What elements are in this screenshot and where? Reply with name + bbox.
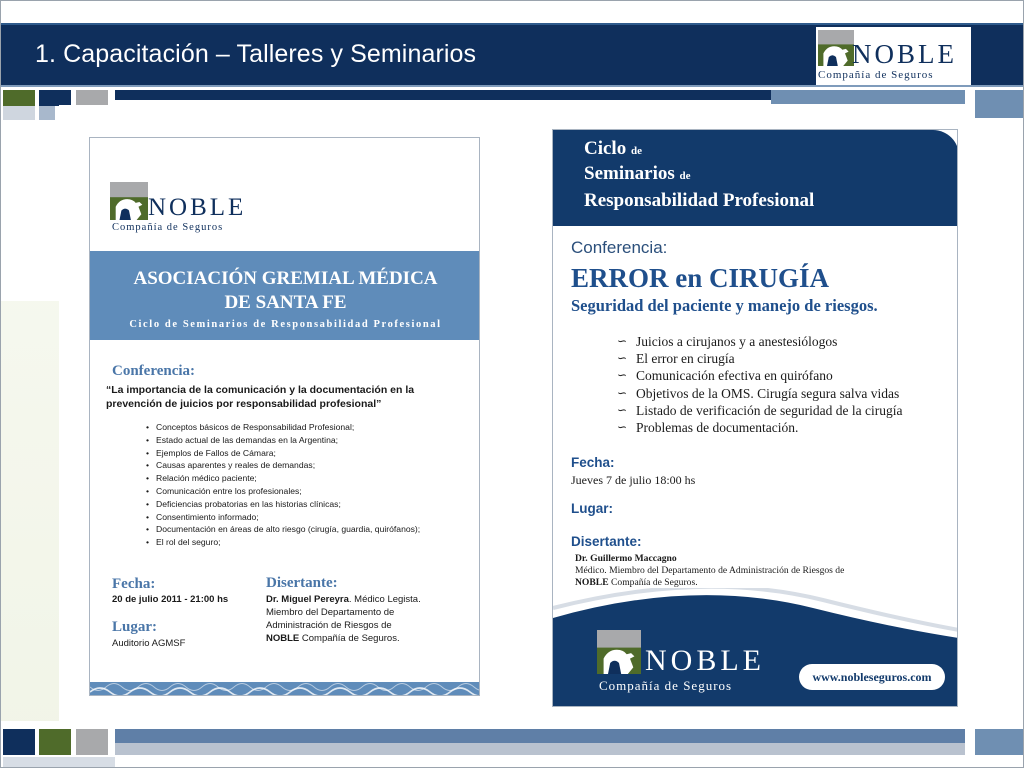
flyer-left-speaker-line3: Administración de Riesgos de: [266, 620, 392, 631]
flyer-left-place-value: Auditorio AGMSF: [112, 638, 186, 649]
flyer-right-header-line3: Responsabilidad Profesional: [584, 190, 815, 211]
noble-logo-mark-icon: [110, 182, 148, 220]
list-item: ∽ Comunicación efectiva en quirófano: [617, 367, 957, 384]
flyer-right-header: [553, 130, 958, 226]
flyer-right-subtitle: Seguridad del paciente y manejo de riesgos.: [571, 296, 878, 315]
deco-square-olive: [3, 90, 35, 106]
website-link[interactable]: www.nobleseguros.com: [799, 664, 945, 690]
deco-block-steel: [975, 90, 1024, 118]
flyer-right-topic-list: [617, 333, 957, 436]
flyer-left-date-label: Fecha:: [112, 576, 156, 592]
flyer-left-speaker-line4: [266, 633, 400, 646]
noble-logo-mark-icon: [597, 630, 641, 674]
list-item: • Deficiencias probatorias en las historias clínicas;: [146, 498, 466, 511]
flyer-left-date-value: 20 de julio 2011 - 21:00 hs: [112, 594, 229, 605]
flyer-left-speaker-org: NOBLE: [266, 633, 300, 644]
list-item: • Causas aparentes y reales de demandas;: [146, 459, 466, 472]
deco-square-light: [3, 106, 35, 120]
flyer-left-speaker-label: Disertante:: [266, 575, 338, 591]
flyer-right-header-small1: de: [630, 145, 642, 157]
flyer-left-heading: [90, 267, 480, 315]
flyer-right-speaker-org-rest: Compañía de Seguros.: [608, 577, 698, 588]
flyer-right-header-word1: Ciclo: [584, 138, 627, 159]
list-item: • Ejemplos de Fallos de Cámara;: [146, 447, 466, 460]
logo-subtitle: Compañía de Seguros: [818, 69, 934, 81]
flyer-left-speaker-line2: Miembro del Departamento de: [266, 607, 395, 618]
slide-title: 1. Capacitación – Talleres y Seminarios: [35, 40, 477, 68]
flyer-left-speaker-role: . Médico Legista.: [348, 594, 421, 605]
flyer-left-logo: [110, 182, 270, 238]
logo-subtitle: Compañía de Seguros: [599, 678, 733, 693]
flyer-left-footer-pattern: [90, 682, 480, 696]
flyer-left-conference-label: Conferencia:: [112, 363, 196, 379]
flyer-left-place-label: Lugar:: [112, 619, 157, 635]
logo-brand-text: NOBLE: [852, 39, 957, 69]
flyer-right-date-label: Fecha:: [571, 455, 615, 470]
flyer-right-place-label: Lugar:: [571, 501, 613, 516]
flyer-right-header-word2: Seminarios: [584, 163, 675, 184]
deco-square-light2: [39, 106, 55, 120]
footer-rule-light: [115, 743, 965, 755]
deco-square-navy: [39, 90, 71, 106]
list-item: ∽ Juicios a cirujanos y a anestesiólogos: [617, 333, 957, 350]
flyer-right-speaker-org: NOBLE: [575, 577, 609, 588]
footer-rule-steel: [115, 729, 965, 743]
noble-logo: [816, 27, 971, 85]
logo-brand-text: NOBLE: [645, 644, 765, 677]
list-item: • Estado actual de las demandas en la Argentina;: [146, 434, 466, 447]
flyer-right-speaker-name: Dr. Guillermo Maccagno: [575, 553, 677, 564]
flyer-right-header-line1: [584, 138, 642, 160]
flyer-error-cirugia[interactable]: [552, 129, 958, 707]
flyer-left-topic-list: [146, 421, 466, 549]
flyer-left-speaker-name: Dr. Miguel Pereyra: [266, 594, 349, 605]
logo-subtitle: Compañía de Seguros: [112, 222, 224, 233]
footer-strip: [3, 757, 115, 767]
flyer-left-speaker-org-rest: Compañía de Seguros.: [299, 633, 400, 644]
logo-brand-text: NOBLE: [148, 194, 247, 221]
flyer-right-header-line2: [584, 163, 691, 185]
flyer-right-date-value: Jueves 7 de julio 18:00 hs: [571, 473, 696, 487]
noble-logo-mark-icon: [818, 30, 854, 66]
flyer-left-speaker-line1: [266, 594, 466, 607]
footer-square-navy: [3, 729, 35, 755]
list-item: • Comunicación entre los profesionales;: [146, 485, 466, 498]
list-item: • Consentimiento informado;: [146, 511, 466, 524]
footer-square-olive: [39, 729, 71, 755]
list-item: ∽ Objetivos de la OMS. Cirugía segura salva vidas: [617, 385, 957, 402]
flyer-right-speaker-label: Disertante:: [571, 534, 642, 549]
flyer-agmsf[interactable]: [89, 137, 480, 696]
list-item: • Conceptos básicos de Responsabilidad Profesional;: [146, 421, 466, 434]
slide-header: [1, 23, 1024, 87]
flyer-left-band-subtitle: Ciclo de Seminarios de Responsabilidad Profesional: [129, 319, 442, 330]
footer-block-steel: [975, 729, 1024, 755]
flyer-right-conference-label: Conferencia:: [571, 238, 668, 257]
list-item: • Relación médico paciente;: [146, 472, 466, 485]
flyer-left-conference-title: “La importancia de la comunicación y la documentación en la prevención de juicios por responsabilidad profesional”: [106, 384, 415, 410]
deco-rule-steel: [771, 90, 965, 104]
flyer-right-logo: [597, 630, 777, 696]
list-item: • El rol del seguro;: [146, 536, 466, 549]
flyer-left-band: [90, 251, 480, 340]
list-item: • Documentación en áreas de alto riesgo (cirugía, guardia, quirófanos);: [146, 523, 466, 536]
flyer-right-header-small2: de: [679, 170, 691, 182]
flyer-right-title: ERROR en CIRUGÍA: [571, 263, 830, 293]
flyer-right-speaker-line2: Médico. Miembro del Departamento de Administración de Riesgos de: [575, 565, 845, 576]
footer-square-gray: [76, 729, 108, 755]
flyer-left-heading-line2: DE SANTA FE: [224, 292, 347, 313]
list-item: ∽ Listado de verificación de seguridad de la cirugía: [617, 402, 957, 419]
deco-square-gray: [76, 90, 108, 106]
list-item: ∽ El error en cirugía: [617, 350, 957, 367]
list-item: ∽ Problemas de documentación.: [617, 419, 957, 436]
flyer-left-heading-line1: ASOCIACIÓN GREMIAL MÉDICA: [133, 268, 438, 289]
